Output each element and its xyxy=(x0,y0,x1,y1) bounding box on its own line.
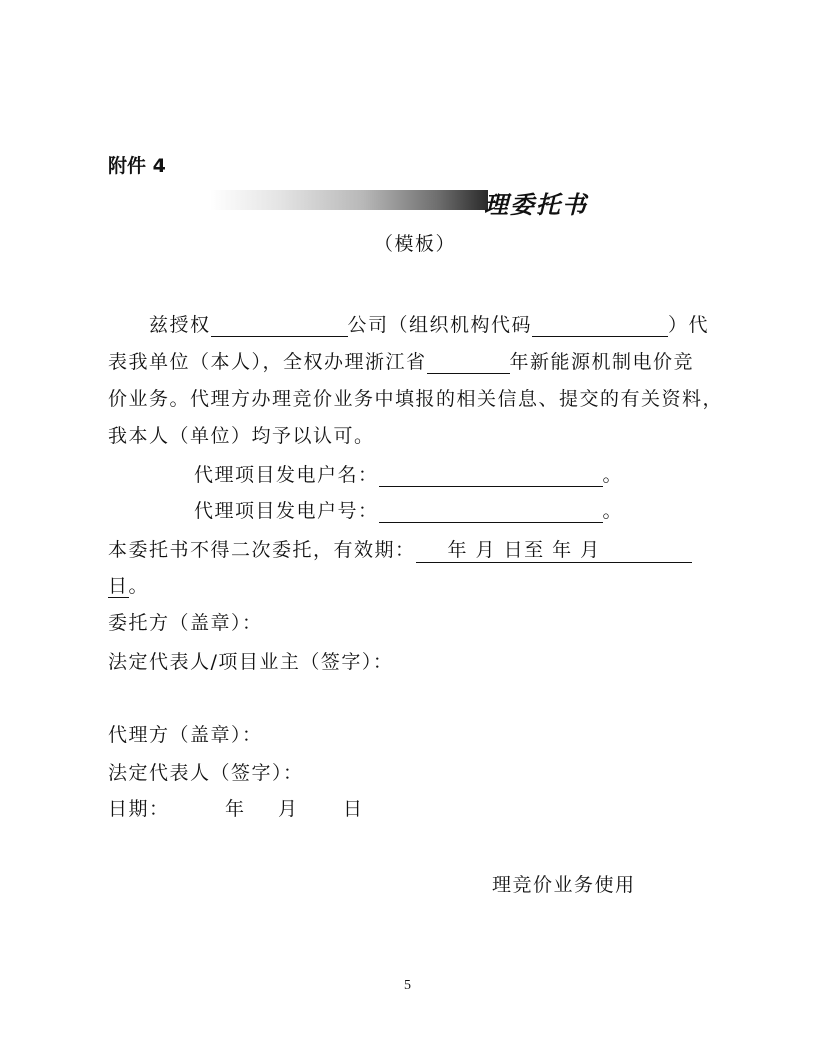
date-year: 年 xyxy=(225,798,246,820)
project-number-period: 。 xyxy=(602,500,624,522)
validity-period: 。 xyxy=(128,575,150,597)
bidding-text: 年新能源机制电价竞 xyxy=(509,351,695,373)
company-name-blank[interactable] xyxy=(211,316,348,337)
page-number: 5 xyxy=(404,978,411,993)
body-line-3: 价业务。代理方办理竞价业务中填报的相关信息、提交的有关资料， xyxy=(108,388,724,410)
company-org-code-text: 公司（组织机构代码 xyxy=(347,314,533,336)
date-month: 月 xyxy=(278,798,299,820)
project-number-field[interactable] xyxy=(379,502,603,523)
project-number-row xyxy=(194,499,623,523)
document-title: 理委托书 xyxy=(484,190,588,219)
agent-seal-label: 代理方（盖章）： xyxy=(108,724,263,746)
date-row xyxy=(108,797,170,821)
body-line-1 xyxy=(149,313,709,337)
authorize-text: 兹授权 xyxy=(149,314,211,336)
validity-day[interactable]: 日 xyxy=(108,575,129,597)
principal-rep-label: 法定代表人/项目业主（签字）： xyxy=(108,651,394,673)
title-gradient-bar xyxy=(210,190,488,210)
project-name-period: 。 xyxy=(602,464,624,486)
validity-label: 本委托书不得二次委托，有效期： xyxy=(108,539,416,561)
validity-row xyxy=(108,538,692,563)
template-subtitle: （模板） xyxy=(374,233,457,255)
represent-text: ）代 xyxy=(668,314,710,336)
validity-range[interactable]: 年 月 日至 年 月 xyxy=(416,538,692,563)
project-number-label: 代理项目发电户号： xyxy=(194,500,379,522)
validity-row-2 xyxy=(108,574,149,598)
attachment-label: 附件 4 xyxy=(108,155,166,177)
project-name-field[interactable] xyxy=(379,466,603,487)
principal-seal-label: 委托方（盖章）： xyxy=(108,612,263,634)
agent-rep-label: 法定代表人（签字）： xyxy=(108,762,304,784)
footer-note: 理竞价业务使用 xyxy=(492,874,636,896)
body-line-2 xyxy=(108,350,694,374)
project-name-label: 代理项目发电户名： xyxy=(194,464,379,486)
year-blank[interactable] xyxy=(427,353,510,374)
body-line-4: 我本人（单位）均予以认可。 xyxy=(108,425,375,447)
date-label: 日期： xyxy=(108,798,170,820)
province-text: 表我单位（本人），全权办理浙江省 xyxy=(108,351,427,373)
org-code-blank[interactable] xyxy=(532,316,668,337)
date-day: 日 xyxy=(343,798,364,820)
project-name-row xyxy=(194,463,623,487)
